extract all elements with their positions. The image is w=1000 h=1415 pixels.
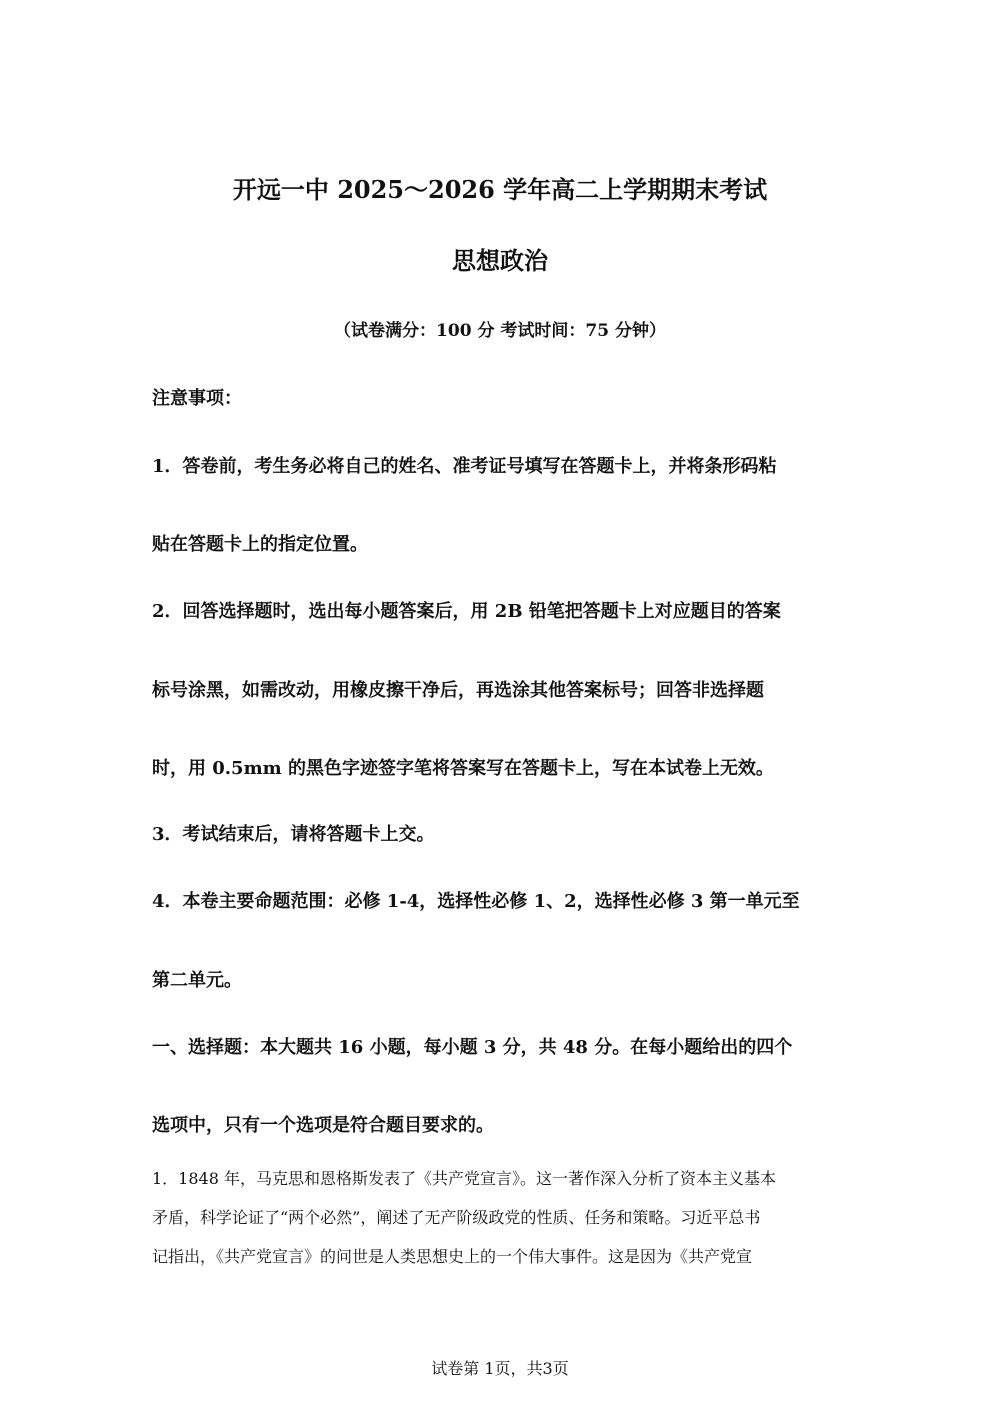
question-line: 1．1848 年，马克思和恩格斯发表了《共产党宣言》。这一著作深入分析了资本主义基本 — [152, 1169, 776, 1188]
section-heading-line: 选项中，只有一个选项是符合题目要求的。 — [152, 1115, 494, 1136]
notice-line: 2．回答选择题时，选出每小题答案后，用 2B 铅笔把答题卡上对应题目的答案 — [152, 601, 781, 622]
notice-line: 第二单元。 — [152, 970, 242, 991]
notice-line: 3．考试结束后，请将答题卡上交。 — [152, 824, 435, 845]
question-line: 记指出，《共产党宣言》的问世是人类思想史上的一个伟大事件。这是因为《共产党宣 — [152, 1247, 753, 1266]
notice-line: 贴在答题卡上的指定位置。 — [152, 534, 368, 555]
exam-title: 开远一中 2025～2026 学年高二上学期期末考试 — [232, 175, 768, 204]
subject-title: 思想政治 — [452, 246, 548, 275]
exam-info: （试卷满分：100 分 考试时间：75 分钟） — [334, 321, 666, 341]
page-footer: 试卷第 1页，共3页 — [431, 1359, 569, 1378]
notice-heading: 注意事项： — [152, 388, 242, 409]
question-line: 矛盾，科学论证了“两个必然”，阐述了无产阶级政党的性质、任务和策略。习近平总书 — [152, 1208, 761, 1227]
section-heading-line: 一、选择题：本大题共 16 小题，每小题 3 分，共 48 分。在每小题给出的四个 — [152, 1037, 793, 1058]
notice-line: 时，用 0.5mm 的黑色字迹签字笔将答案写在答题卡上，写在本试卷上无效。 — [152, 758, 774, 779]
notice-line: 1．答卷前，考生务必将自己的姓名、准考证号填写在答题卡上，并将条形码粘 — [152, 456, 777, 477]
notice-line: 标号涂黑，如需改动，用橡皮擦干净后，再选涂其他答案标号；回答非选择题 — [152, 680, 764, 701]
notice-line: 4．本卷主要命题范围：必修 1-4，选择性必修 1、2，选择性必修 3 第一单元至 — [152, 891, 800, 912]
